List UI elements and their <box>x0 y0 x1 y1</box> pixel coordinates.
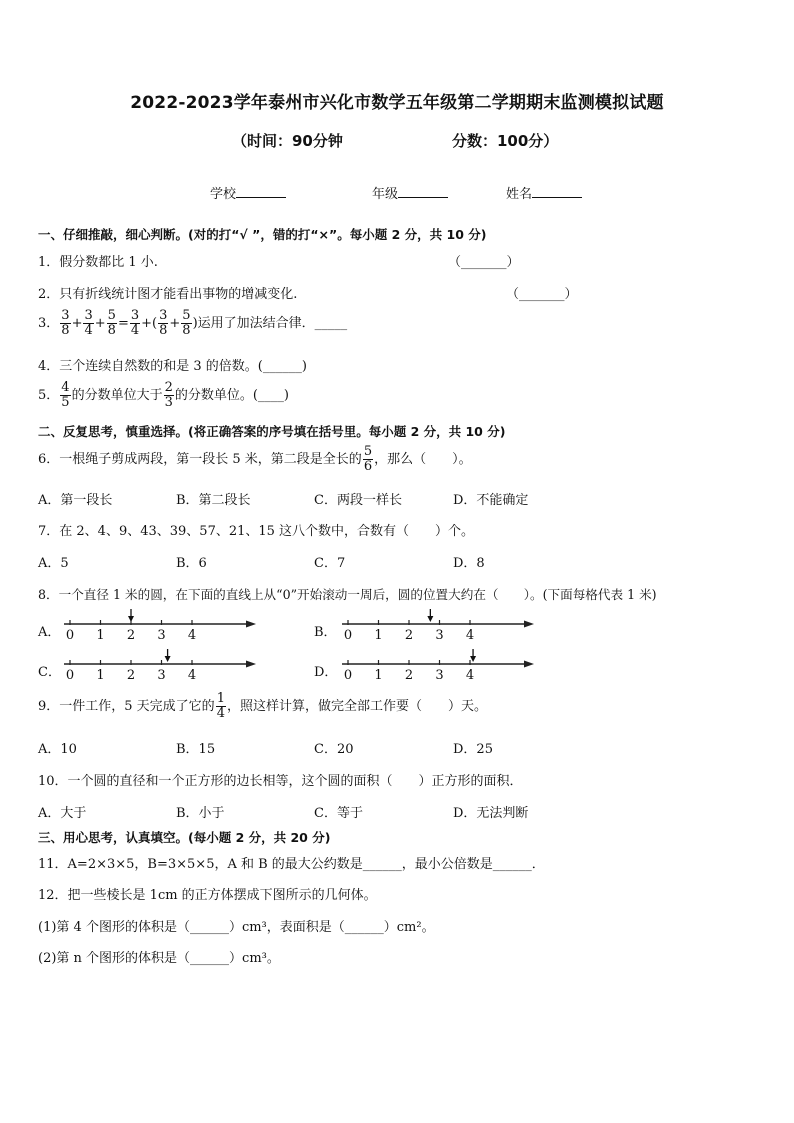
q8-option-b[interactable]: B． <box>314 625 337 640</box>
question-10: 10．一个圆的直径和一个正方形的边长相等，这个圆的面积（ ）正方形的面积． <box>38 774 523 789</box>
q7-option-b[interactable]: B．6 <box>176 556 207 571</box>
q8-option-c[interactable]: C． <box>38 665 61 680</box>
tick-label: 1 <box>374 668 383 682</box>
q10-option-c[interactable]: C．等于 <box>314 806 363 821</box>
tick-label: 2 <box>126 668 136 682</box>
school-blank[interactable] <box>236 185 286 198</box>
question-2: 2．只有折线统计图才能看出事物的增减变化. <box>38 287 298 302</box>
page-title: 2022-2023学年泰州市兴化市数学五年级第二学期期末监测模拟试题 <box>130 93 664 113</box>
axis-arrowhead <box>246 621 256 628</box>
axis-arrowhead <box>246 661 256 668</box>
q7-option-a[interactable]: A．5 <box>38 556 69 571</box>
question-8: 8．一个直径 1 米的圆，在下面的直线上从“0”开始滚动一周后，圆的位置大约在（ ）。(下面每格代表 1 米) <box>38 587 657 602</box>
question-9: 9．一件工作，5 天完成了它的 $\frac{1}{4}$ ，照这样计算，做完全部工作要（ ）天。 <box>38 691 487 721</box>
q10-option-d[interactable]: D．无法判断 <box>453 806 529 821</box>
question-12-part-2: (2)第 n 个图形的体积是（______）cm³。 <box>38 951 280 966</box>
school-label: 学校 <box>210 187 237 202</box>
q6-option-b[interactable]: B．第二段长 <box>176 493 251 508</box>
question-11: 11．A=2×3×5，B=3×5×5，A 和 B 的最大公约数是______，最小公倍数是______． <box>38 857 545 872</box>
q9-option-d[interactable]: D．25 <box>453 742 493 757</box>
question-7: 7．在 2、4、9、43、39、57、21、15 这八个数中，合数有（ ）个。 <box>38 524 475 539</box>
exam-time: （时间：90分钟 <box>232 132 343 150</box>
q9-option-c[interactable]: C．20 <box>314 742 354 757</box>
question-3-text: )运用了加法结合律．_____ <box>192 316 348 331</box>
q7-option-d[interactable]: D．8 <box>453 556 485 571</box>
name-label: 姓名 <box>506 187 533 202</box>
q9-option-a[interactable]: A．10 <box>38 742 77 757</box>
tick-label: 4 <box>465 628 475 642</box>
number-line-a <box>60 608 265 642</box>
fraction: $\frac{3}{8}$ <box>61 308 70 338</box>
q7-option-c[interactable]: C．7 <box>314 556 346 571</box>
fraction: $\frac{3}{8}$ <box>159 308 168 338</box>
grade-field[interactable] <box>372 183 448 202</box>
tick-label: 3 <box>435 668 444 682</box>
axis-arrowhead <box>524 661 534 668</box>
tick-label: 3 <box>157 628 166 642</box>
tick-label: 2 <box>126 628 136 642</box>
tick-label: 2 <box>404 668 414 682</box>
section-1-heading: 一、仔细推敲，细心判断。(对的打“√ ”，错的打“×”。每小题 2 分，共 10 分) <box>38 227 487 242</box>
question-4: 4．三个连续自然数的和是 3 的倍数。(______) <box>38 359 307 374</box>
tick-label: 4 <box>187 668 197 682</box>
tick-label: 2 <box>404 628 414 642</box>
tick-label: 1 <box>374 628 383 642</box>
q6-option-d[interactable]: D．不能确定 <box>453 493 529 508</box>
fraction: $\frac{5}{8}$ <box>107 308 116 338</box>
tick-label: 0 <box>343 628 353 642</box>
section-3-heading: 三、用心思考，认真填空。(每小题 2 分，共 20 分) <box>38 830 331 845</box>
q9-option-b[interactable]: B．15 <box>176 742 216 757</box>
position-arrowhead <box>128 616 134 622</box>
question-12: 12．把一些棱长是 1cm 的正方体摆成下图所示的几何体。 <box>38 888 377 903</box>
school-field[interactable] <box>210 183 286 202</box>
tick-label: 3 <box>435 628 444 642</box>
tick-label: 0 <box>343 668 353 682</box>
tick-label: 4 <box>187 628 197 642</box>
question-3-number: 3． <box>38 316 60 331</box>
fraction: $\frac{4}{5}$ <box>61 380 70 410</box>
tick-label: 0 <box>65 668 75 682</box>
grade-blank[interactable] <box>398 185 448 198</box>
tick-label: 1 <box>96 628 105 642</box>
number-line-b <box>338 608 543 642</box>
position-arrowhead <box>470 656 476 662</box>
q10-option-b[interactable]: B．小于 <box>176 806 225 821</box>
question-2-blank[interactable]: （_______） <box>506 287 578 302</box>
position-arrowhead <box>165 656 171 662</box>
question-12-part-1: (1)第 4 个图形的体积是（______）cm³，表面积是（______）cm²。 <box>38 920 435 935</box>
fraction: $\frac{5}{6}$ <box>363 444 373 474</box>
fraction: $\frac{3}{4}$ <box>84 308 93 338</box>
section-2-heading: 二、反复思考，慎重选择。(将正确答案的序号填在括号里。每小题 2 分，共 10 分) <box>38 424 506 439</box>
question-6: 6．一根绳子剪成两段，第一段长 5 米，第二段是全长的 $\frac{5}{6}$ ，那么（ ）。 <box>38 444 472 474</box>
name-field[interactable] <box>506 183 582 202</box>
tick-label: 3 <box>157 668 166 682</box>
tick-label: 0 <box>65 628 75 642</box>
q8-option-a[interactable]: A． <box>38 625 61 640</box>
q6-option-a[interactable]: A．第一段长 <box>38 493 113 508</box>
number-line-d <box>338 648 543 682</box>
q10-option-a[interactable]: A．大于 <box>38 806 87 821</box>
q6-option-c[interactable]: C．两段一样长 <box>314 493 402 508</box>
question-1: 1．假分数都比 1 小. <box>38 255 158 270</box>
fraction: $\frac{2}{3}$ <box>164 380 173 410</box>
fraction: $\frac{5}{8}$ <box>182 308 191 338</box>
question-5: 5． $\frac{4}{5}$ 的分数单位大于 $\frac{2}{3}$ 的分数单位。(____) <box>38 380 290 410</box>
fraction: $\frac{1}{4}$ <box>216 691 225 721</box>
name-blank[interactable] <box>532 185 582 198</box>
question-1-blank[interactable]: （_______） <box>448 255 520 270</box>
fraction: $\frac{3}{4}$ <box>130 308 140 338</box>
exam-score: 分数：100分） <box>452 132 559 150</box>
number-line-c <box>60 648 265 682</box>
position-arrowhead <box>427 616 433 622</box>
tick-label: 1 <box>96 668 105 682</box>
tick-label: 4 <box>465 668 475 682</box>
grade-label: 年级 <box>372 187 399 202</box>
q8-option-d[interactable]: D． <box>314 665 338 680</box>
axis-arrowhead <box>524 621 534 628</box>
question-3: 3． $\frac{3}{8}$ + $\frac{3}{4}$ + $\frac{5}{8}$ = $\frac{3}{4}$ +( $\frac{3}{8}$ + $\frac{5}{8}$ )运用了加法结合律．_____ <box>38 308 348 338</box>
